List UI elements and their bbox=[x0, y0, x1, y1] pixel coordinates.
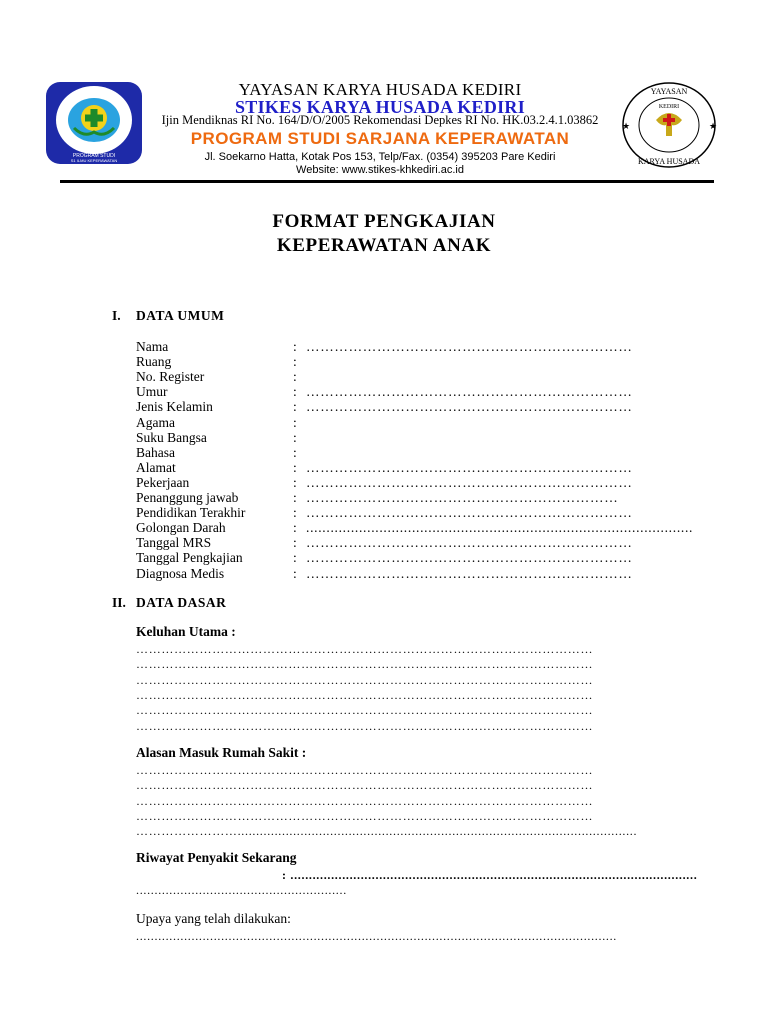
field-fill-line[interactable]: …………………………………………………………… bbox=[306, 550, 633, 566]
yayasan-logo bbox=[616, 78, 722, 172]
field-label: Diagnosa Medis bbox=[136, 565, 225, 581]
answer-line[interactable]: ……………………………………………………………………………………………… bbox=[136, 703, 594, 718]
field-colon: : bbox=[293, 429, 297, 445]
field-row bbox=[136, 460, 656, 475]
field-label: Suku Bangsa bbox=[136, 429, 207, 445]
svg-text:★: ★ bbox=[708, 121, 718, 131]
field-row bbox=[136, 535, 656, 550]
field-fill-line[interactable]: …………………………………………………………… bbox=[306, 505, 633, 521]
answer-line[interactable]: ……………………………………………………………………………………………… bbox=[136, 778, 594, 793]
field-fill-line[interactable]: …………………………………………………………… bbox=[306, 474, 633, 490]
field-fill-line[interactable]: …………………………………………………………… bbox=[306, 384, 633, 400]
field-colon: : bbox=[293, 474, 297, 490]
stikes-logo bbox=[44, 80, 144, 166]
field-row bbox=[136, 490, 656, 505]
riwayat-penyakit-line: ......................................................... bbox=[136, 883, 347, 897]
answer-line[interactable]: ……………………………………………………………………………………………… bbox=[136, 763, 594, 777]
field-row bbox=[136, 520, 694, 536]
field-colon: : bbox=[293, 550, 297, 566]
field-row bbox=[136, 384, 656, 399]
field-row bbox=[136, 430, 656, 445]
field-row bbox=[136, 415, 656, 430]
field-row bbox=[136, 399, 656, 414]
svg-text:PROGRAM STUDI: PROGRAM STUDI bbox=[72, 153, 116, 159]
field-row bbox=[136, 566, 656, 581]
answer-line[interactable]: ……………………............................................................................................................ bbox=[136, 824, 638, 839]
riwayat-penyakit-line: : .............................................................................................................. bbox=[282, 868, 698, 882]
field-row bbox=[136, 550, 656, 565]
field-fill-line[interactable]: ............................................................................................... bbox=[306, 520, 694, 536]
field-row bbox=[136, 475, 656, 490]
answer-line[interactable]: ……………………………………………………………………………………………… bbox=[136, 687, 594, 702]
field-fill-line[interactable]: …………………………………………………………… bbox=[306, 535, 633, 551]
field-fill-line[interactable]: …………………………………………………………… bbox=[306, 339, 633, 354]
field-colon: : bbox=[293, 369, 297, 385]
field-label: Tanggal MRS bbox=[136, 535, 212, 551]
program-name: PROGRAM STUDI SARJANA KEPERAWATAN bbox=[190, 129, 570, 148]
permit-text: Ijin Mendiknas RI No. 164/D/O/2005 Rekomendasi Depkes RI No. HK.03.2.4.1.03862 bbox=[161, 113, 599, 127]
field-colon: : bbox=[293, 354, 297, 370]
keluhan-utama-label: Keluhan Utama : bbox=[136, 624, 236, 639]
document-title-line2: KEPERAWATAN ANAK bbox=[276, 235, 492, 256]
section-number: II. bbox=[112, 595, 126, 610]
field-label: Bahasa bbox=[136, 444, 175, 460]
svg-text:KEDIRI: KEDIRI bbox=[658, 104, 680, 110]
field-label: Penanggung jawab bbox=[136, 490, 239, 505]
svg-text:YAYASAN: YAYASAN bbox=[650, 87, 688, 96]
section-number: I. bbox=[112, 308, 121, 323]
field-label: Agama bbox=[136, 414, 175, 430]
field-row bbox=[136, 354, 656, 369]
field-colon: : bbox=[293, 414, 297, 430]
svg-text:S1 ILMU KEPERAWATAN: S1 ILMU KEPERAWATAN bbox=[70, 158, 118, 163]
riwayat-penyakit-label: Riwayat Penyakit Sekarang bbox=[136, 850, 297, 865]
foundation-name: YAYASAN KARYA HUSADA KEDIRI bbox=[238, 80, 522, 99]
field-label: Umur bbox=[136, 384, 168, 400]
field-fill-line[interactable]: …………………………………………………………… bbox=[306, 399, 633, 415]
answer-line[interactable]: ……………………………………………………………………………………………… bbox=[136, 642, 594, 656]
section-title: DATA UMUM bbox=[136, 308, 225, 323]
answer-line[interactable]: ……………………………………………………………………………………………… bbox=[136, 718, 594, 733]
upaya-line: .................................................................................................................................. bbox=[136, 929, 617, 943]
field-colon: : bbox=[293, 565, 297, 581]
field-colon: : bbox=[293, 520, 297, 536]
field-label: Jenis Kelamin bbox=[136, 399, 213, 415]
field-colon: : bbox=[293, 384, 297, 400]
field-colon: : bbox=[293, 535, 297, 551]
section-title: DATA DASAR bbox=[136, 595, 227, 610]
field-colon: : bbox=[293, 444, 297, 460]
field-row bbox=[136, 339, 656, 354]
field-label: Ruang bbox=[136, 354, 172, 370]
field-fill-line[interactable]: ………………………………………………………… bbox=[306, 490, 619, 505]
answer-line[interactable]: ……………………………………………………………………………………………… bbox=[136, 657, 594, 672]
field-colon: : bbox=[293, 505, 297, 521]
address-text: Jl. Soekarno Hatta, Kotak Pos 153, Telp/Fax. (0354) 395203 Pare Kediri bbox=[204, 151, 556, 163]
field-fill-line[interactable]: …………………………………………………………… bbox=[306, 565, 633, 581]
alasan-masuk-label: Alasan Masuk Rumah Sakit : bbox=[136, 745, 307, 760]
answer-line[interactable]: ……………………………………………………………………………………………… bbox=[136, 793, 594, 808]
upaya-label: Upaya yang telah dilakukan: bbox=[136, 911, 291, 926]
field-colon: : bbox=[293, 459, 297, 475]
field-fill-line[interactable]: …………………………………………………………… bbox=[306, 459, 633, 475]
field-label: Alamat bbox=[136, 459, 176, 475]
header-divider bbox=[60, 180, 714, 183]
field-row bbox=[136, 369, 656, 384]
document-title-line1: FORMAT PENGKAJIAN bbox=[272, 211, 496, 232]
field-row bbox=[136, 505, 656, 520]
website-text: Website: www.stikes-khkediri.ac.id bbox=[296, 164, 464, 176]
svg-text:KARYA HUSADA: KARYA HUSADA bbox=[637, 157, 701, 166]
field-label: Nama bbox=[136, 339, 169, 354]
field-label: Tanggal Pengkajian bbox=[136, 550, 243, 566]
field-colon: : bbox=[293, 490, 297, 505]
field-label: Pekerjaan bbox=[136, 474, 190, 490]
field-label: No. Register bbox=[136, 369, 205, 385]
field-label: Pendidikan Terakhir bbox=[136, 505, 246, 521]
field-colon: : bbox=[293, 339, 297, 354]
answer-line[interactable]: ……………………………………………………………………………………………… bbox=[136, 672, 594, 687]
field-row bbox=[136, 445, 656, 460]
institution-name: STIKES KARYA HUSADA KEDIRI bbox=[234, 97, 526, 117]
svg-text:★: ★ bbox=[621, 121, 631, 131]
answer-line[interactable]: ……………………………………………………………………………………………… bbox=[136, 808, 594, 823]
field-label: Golongan Darah bbox=[136, 520, 226, 536]
field-colon: : bbox=[293, 399, 297, 415]
